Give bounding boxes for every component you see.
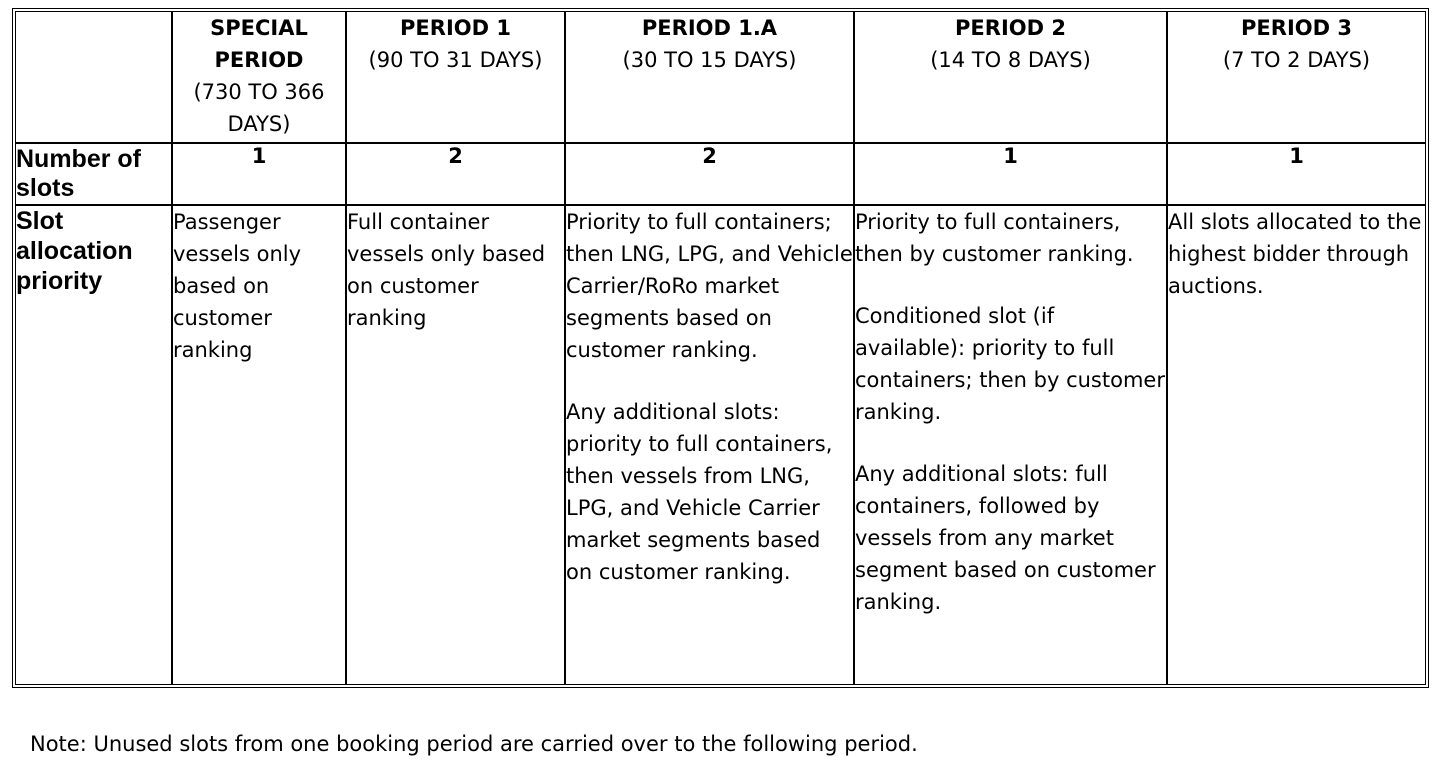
period-range: (7 TO 2 DAYS) [1222,48,1371,72]
slots-count-period-3: 1 [1167,143,1425,205]
period-name: PERIOD 1.A [641,16,778,40]
priority-paragraph: Full container vessels only based on customer ranking [347,210,546,330]
footnote: Note: Unused slots from one booking period are carried over to the following period. [30,732,918,756]
slot-allocation-table-frame [12,8,1429,688]
priority-period-1a [565,205,854,684]
priority-paragraph: Passenger vessels only based on customer ranking [173,210,302,362]
priority-paragraph: Any additional slots: full containers, followed by vessels from any market segment based on customer ranking. [855,462,1156,614]
priority-paragraph: Priority to full containers; then LNG, LPG, and Vehicle Carrier/RoRo market segments based on customer ranking. [566,210,853,362]
period-name: PERIOD 3 [1241,16,1352,40]
period-name: PERIOD 2 [955,16,1066,40]
number-of-slots-row [16,143,1425,205]
priority-period-1 [346,205,565,684]
slots-count-special-period: 1 [172,143,346,205]
number-of-slots-label: Number of slots [16,143,172,205]
priority-period-2 [854,205,1167,684]
slot-allocation-priority-label: Slot allocation priority [16,205,172,684]
slot-allocation-table [16,12,1425,684]
header-row [16,12,1425,143]
header-period-2 [854,12,1167,143]
header-period-1a [565,12,854,143]
period-range: (30 TO 15 DAYS) [622,48,797,72]
period-range: (14 TO 8 DAYS) [930,48,1091,72]
priority-period-3 [1167,205,1425,684]
slots-count-period-1: 2 [346,143,565,205]
priority-paragraph: All slots allocated to the highest bidder through auctions. [1168,210,1422,298]
priority-special-period [172,205,346,684]
empty-header-cell [16,12,172,143]
priority-paragraph: Any additional slots: priority to full containers, then vessels from LNG, LPG, and Vehicle Carrier market segments based on customer ranking. [566,400,833,584]
period-range: (90 TO 31 DAYS) [368,48,543,72]
slot-allocation-priority-row [16,205,1425,684]
period-name: PERIOD 1 [400,16,511,40]
period-name: SPECIAL PERIOD [210,16,308,72]
slots-count-period-1a: 2 [565,143,854,205]
priority-paragraph: Conditioned slot (if available): priority to full containers; then by customer ranking. [855,304,1165,424]
header-period-3 [1167,12,1425,143]
slots-count-period-2: 1 [854,143,1167,205]
period-range: (730 TO 366 DAYS) [193,80,325,136]
priority-paragraph: Priority to full containers, then by customer ranking. [855,210,1134,266]
header-special-period [172,12,346,143]
header-period-1 [346,12,565,143]
